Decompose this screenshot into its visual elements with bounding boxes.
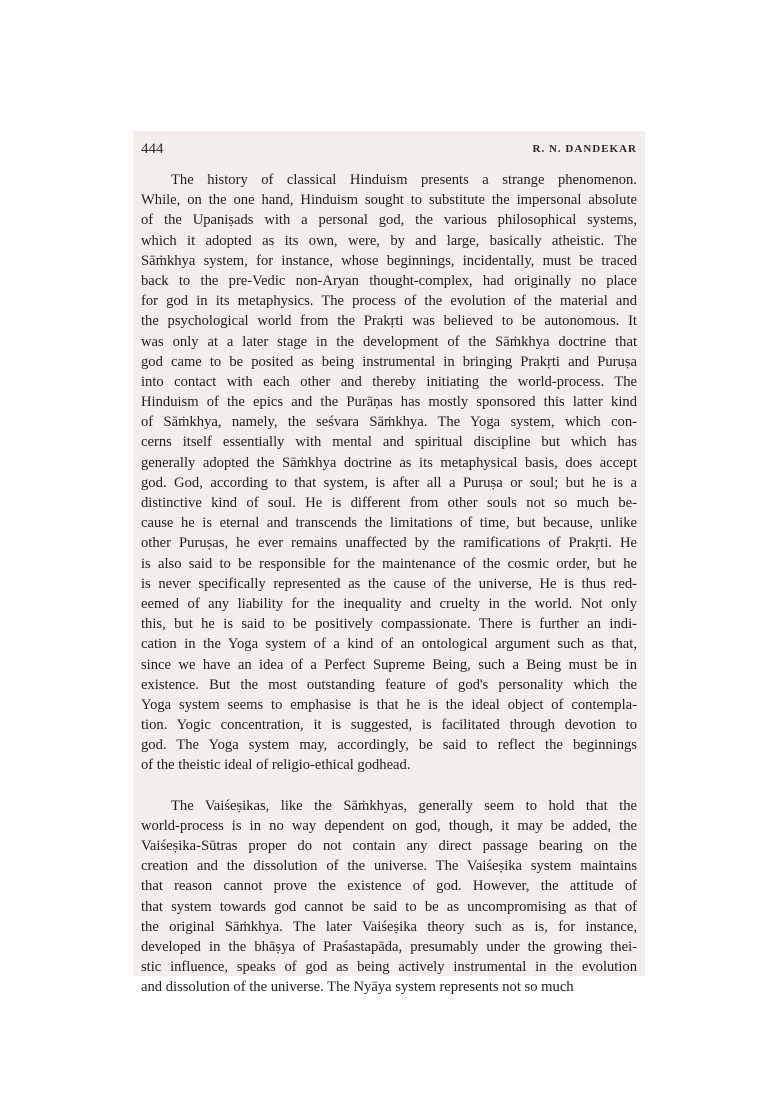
text-line: of the Upaniṣads with a personal god, the various philosophical systems, — [141, 212, 637, 229]
text-line: generally adopted the Sāṁkhya doctrine as its metaphysical basis, does accept — [141, 454, 637, 471]
text-line: that reason cannot prove the existence of god. However, the attitude of — [141, 878, 637, 895]
text-line: and dissolution of the universe. The Nyāya system represents not so much — [141, 979, 574, 996]
text-line: The history of classical Hinduism presents a strange phenomenon. — [171, 172, 637, 188]
text-line: which it adopted as its own, were, by and large, basically atheistic. The — [141, 232, 637, 249]
text-line: stic influence, speaks of god as being actively instrumental in the evolution — [141, 959, 637, 976]
text-line: creation and the dissolution of the universe. The Vaiśeṣika system maintains — [141, 858, 637, 875]
text-line: was only at a later stage in the development of the Sāṁkhya doctrine that — [141, 333, 637, 350]
paragraph-2 — [141, 796, 637, 998]
text-line: The Vaiśeṣikas, like the Sāṁkhyas, generally seem to hold that the — [171, 797, 637, 814]
text-line: world-process is in no way dependent on god, though, it may be added, the — [141, 817, 637, 834]
text-line: cerns itself essentially with mental and spiritual discipline but which has — [141, 434, 637, 451]
text-line: cause he is eternal and transcends the limitations of time, but because, unlike — [141, 515, 637, 532]
text-line: is never specifically represented as the cause of the universe, He is thus red- — [141, 575, 637, 592]
text-line: distinctive kind of soul. He is different from other souls not so much be- — [141, 495, 637, 511]
text-line: back to the pre-Vedic non-Aryan thought-complex, had originally no place — [141, 272, 637, 289]
text-line: While, on the one hand, Hinduism sought to substitute the impersonal absolute — [141, 192, 637, 209]
text-line: of Sāṁkhya, namely, the seśvara Sāṁkhya. The Yoga system, which con- — [141, 414, 637, 431]
page-header — [133, 131, 645, 161]
text-line: is also said to be responsible for the maintenance of the cosmic order, but he — [141, 555, 637, 572]
text-line: developed in the bhāṣya of Praśastapāda, presumably under the growing thei- — [141, 938, 637, 955]
text-line: since we have an idea of a Perfect Supreme Being, such a Being must be in — [141, 656, 637, 673]
text-line: Sāṁkhya system, for instance, whose beginnings, incidentally, must be traced — [141, 252, 637, 269]
text-line: god came to be posited as being instrumental in bringing Prakṛti and Puruṣa — [141, 353, 637, 370]
text-line: god. The Yoga system may, accordingly, be said to reflect the beginnings — [141, 737, 637, 754]
text-line: into contact with each other and thereby initiating the world-process. The — [141, 373, 637, 390]
text-line: god. God, according to that system, is after all a Puruṣa or soul; but he is a — [141, 474, 637, 491]
text-line: other Puruṣas, he ever remains unaffected by the ramifications of Prakṛti. He — [141, 535, 637, 552]
page-number: 444 — [141, 141, 164, 157]
paragraph-1 — [141, 170, 637, 776]
text-line: tion. Yogic concentration, it is suggested, is facilitated through devotion to — [141, 717, 637, 734]
text-line: Hinduism of the epics and the Purāṇas has mostly sponsored this latter kind — [141, 394, 637, 411]
body-text — [141, 170, 637, 998]
text-line: for god in its metaphysics. The process of the evolution of the material and — [141, 293, 637, 310]
text-line: existence. But the most outstanding feature of god's personality which the — [141, 676, 637, 693]
text-line: cation in the Yoga system of a kind of an ontological argument such as that, — [141, 636, 637, 653]
running-head-author: R. N. DANDEKAR — [532, 143, 637, 155]
text-line: Vaiśeṣika-Sūtras proper do not contain any direct passage bearing on the — [141, 838, 637, 854]
text-line: eemed of any liability for the inequality and cruelty in the world. Not only — [141, 595, 637, 612]
text-line: Yoga system seems to emphasise is that he is the ideal object of contempla- — [141, 696, 637, 713]
text-line: that system towards god cannot be said to be as uncompromising as that of — [141, 898, 637, 915]
text-line: the original Sāṁkhya. The later Vaiśeṣika theory such as is, for instance, — [141, 918, 637, 935]
text-line: this, but he is said to be positively compassionate. There is further an indi- — [141, 616, 637, 633]
text-line: of the theistic ideal of religio-ethical godhead. — [141, 757, 411, 774]
text-line: the psychological world from the Prakṛti was believed to be autonomous. It — [141, 313, 637, 330]
book-page — [133, 131, 645, 996]
